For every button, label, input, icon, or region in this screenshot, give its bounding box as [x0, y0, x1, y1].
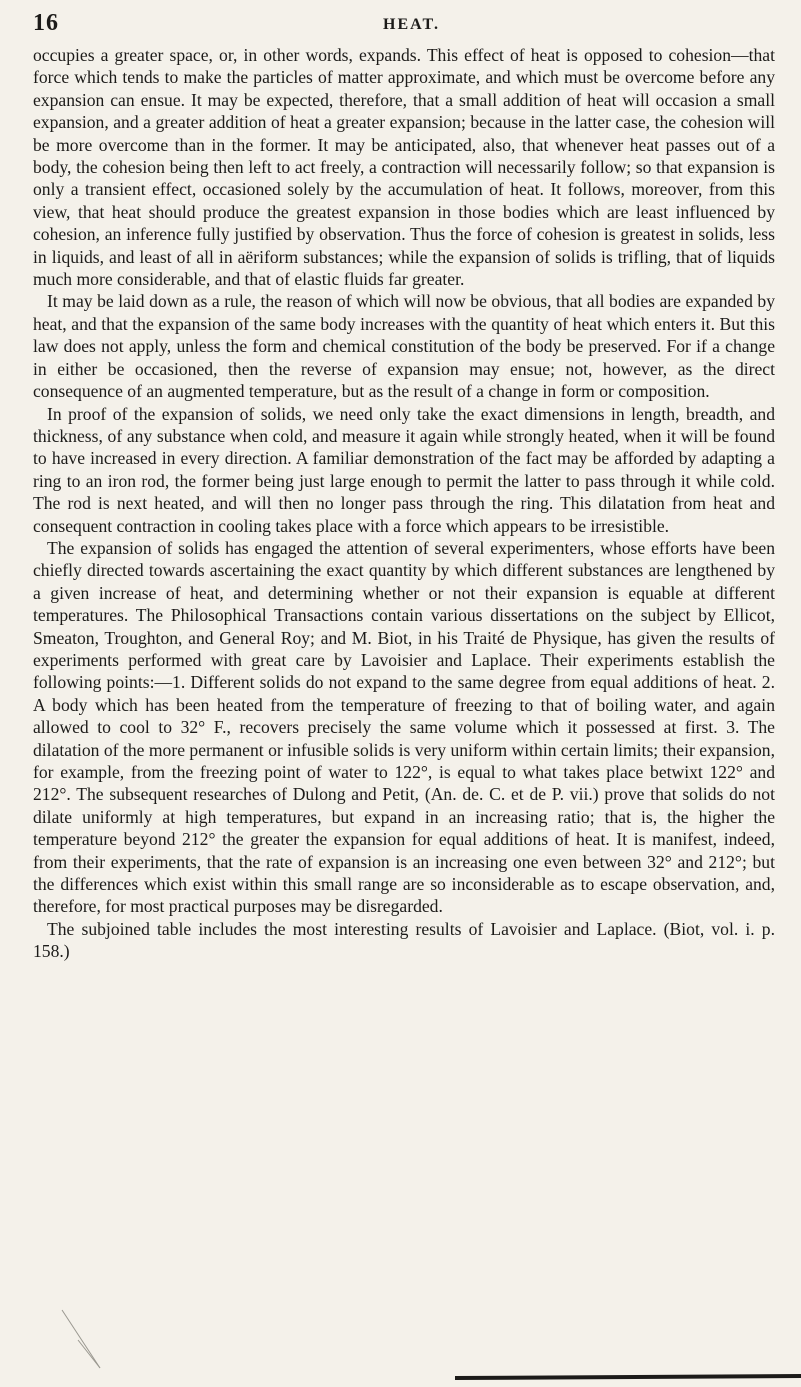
page-number: 16 [33, 10, 59, 36]
page-header [33, 10, 773, 44]
paragraph: In proof of the expansion of solids, we need only take the exact dimensions in length, breadth, and thickness, of any substance when cold, and measure it again while strongly heated, when it will be found to have increased in every direction. A familiar demonstration of the fact may be afforded by adapting a ring to an iron rod, the former being just large enough to permit the latter to pass through it while cold. The rod is next heated, and will then no longer pass through the ring. This dilatation from heat and consequent contraction in cooling takes place with a force which appears to be irresistible. [33, 403, 775, 536]
paragraph: It may be laid down as a rule, the reason of which will now be obvious, that all bodies are expanded by heat, and that the expansion of the same body increases with the quantity of heat which enters it. But this law does not apply, unless the form and chemical constitution of the body be preserved. For if a change in either be occasioned, then the reverse of expansion may ensue; not, however, as the direct consequence of an augmented temperature, but as the result of a change in form or composition. [33, 291, 775, 402]
running-head: HEAT. [383, 16, 440, 33]
paragraph: The expansion of solids has engaged the attention of several experimenters, whose efforts have been chiefly directed towards ascertaining the exact quantity by which different substances are lengthened by a given increase of heat, and determining whether or not their expansion is equable at different temperatures. The Philosophical Transactions contain various dissertations on the subject by Ellicot, Smeaton, Troughton, and General Roy; and M. Biot, in his Traité de Physique, has given the results of experiments performed with great care by Lavoisier and Laplace. Their experiments establish the following points:—1. Different solids do not expand to the same degree from equal additions of heat. 2. A body which has been heated from the temperature of freezing to that of boiling water, and again allowed to cool to 32° F., recovers precisely the same volume which it possessed at first. 3. The dilatation of the more permanent or infusible solids is very uniform within certain limits; their expansion, for example, from the freezing point of water to 122°, is equal to what takes place betwixt 122° and 212°. The subsequent researches of Dulong and Petit, (An. de. C. et de P. vii.) prove that solids do not dilate uniformly at high temperatures, but expand in an increasing ratio; that is, the higher the temperature beyond 212° the greater the expansion for equal additions of heat. It is manifest, indeed, from their experiments, that the rate of expansion is an increasing one even between 32° and 212°; but the differences which exist within this small range are so inconsiderable as to escape observation, and, therefore, for most practical purposes may be disregarded. [33, 537, 775, 917]
paragraph: occupies a greater space, or, in other words, expands. This effect of heat is opposed to cohesion—that force which tends to make the particles of matter approximate, and which must be overcome before any expansion can ensue. It may be expected, therefore, that a small addition of heat will occasion a small expansion, and a greater addition of heat a greater expansion; because in the latter case, the cohesion will be more overcome than in the former. It may be anticipated, also, that whenever heat passes out of a body, the cohesion being then left to act freely, a contraction will necessarily follow; so that expansion is only a transient effect, occasioned solely by the accumulation of heat. It follows, moreover, from this view, that heat should produce the greatest expansion in those bodies which are least influenced by cohesion, an inference fully justified by observation. Thus the force of cohesion is greatest in solids, less in liquids, and least of all in aëriform substances; while the expansion of solids is trifling, that of liquids much more considerable, and that of elastic fluids far greater. [33, 45, 775, 290]
scan-mark-line [78, 1340, 100, 1368]
scan-edge-bar [455, 1376, 801, 1378]
paragraph: The subjoined table includes the most interesting results of Lavoisier and Laplace. (Biot, vol. i. p. 158.) [33, 918, 775, 962]
body-text [33, 44, 775, 963]
scan-mark-line [62, 1310, 100, 1368]
scan-edge-marks [0, 1290, 801, 1387]
